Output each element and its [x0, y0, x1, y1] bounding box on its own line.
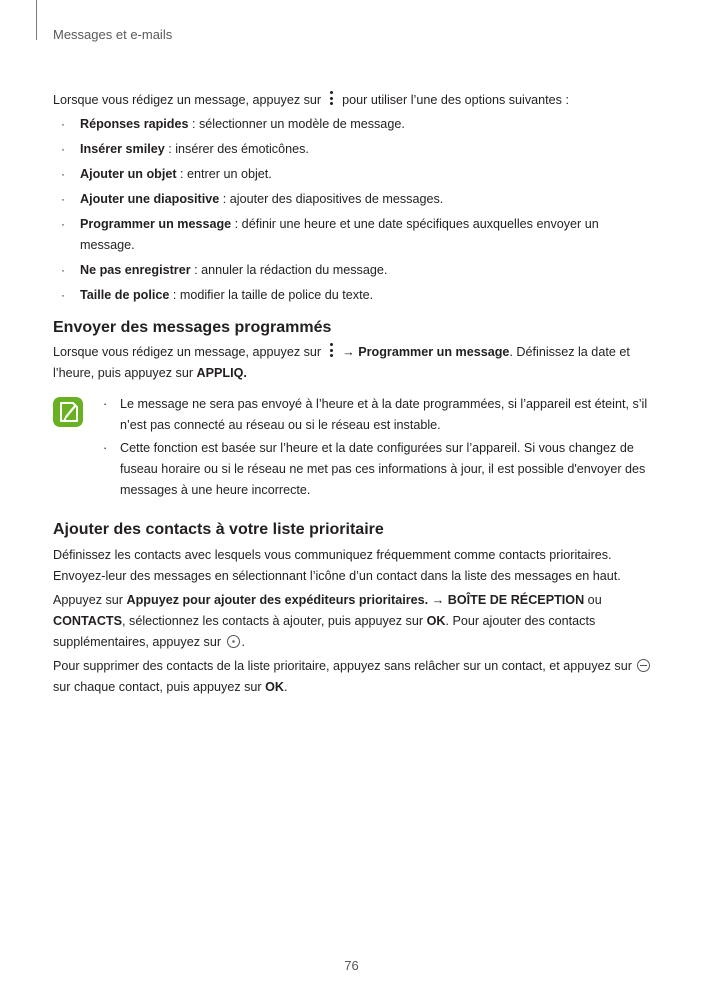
p2-text: Appuyez sur [53, 593, 127, 607]
arrow-text: → [338, 345, 359, 359]
bullet: · [61, 288, 65, 302]
ok-label: OK [265, 680, 285, 694]
priority-paragraph-1: Définissez les contacts avec lesquels vous communiquez fréquemment comme contacts prioritaires. Envoyez-leur des messages en sélectionnant l’icône d’un contact dans la liste des messages en haut. [53, 548, 621, 583]
note-box [53, 394, 653, 501]
priority-paragraph-3 [53, 656, 653, 698]
p3-text: Pour supprimer des contacts de la liste prioritaire, appuyez sans relâcher sur un contact, et appuyez sur [53, 659, 636, 673]
option-desc: : annuler la rédaction du message. [190, 263, 388, 277]
list-item [53, 139, 653, 160]
list-item [95, 438, 653, 501]
p3-text: sur chaque contact, puis appuyez sur [53, 680, 266, 694]
option-term: Taille de police [80, 288, 170, 302]
option-term: Ajouter une diapositive [80, 192, 220, 206]
section-header: Messages et e-mails [53, 27, 173, 42]
list-item [53, 189, 653, 210]
option-term: Réponses rapides [80, 117, 189, 131]
option-term: Insérer smiley [80, 142, 165, 156]
scheduled-text-a: Lorsque vous rédigez un message, appuyez sur [53, 345, 325, 359]
add-icon [227, 635, 240, 648]
bullet: · [61, 142, 65, 156]
p2-text: ou [584, 593, 602, 607]
intro-text-b: pour utiliser l’une des options suivantes : [338, 93, 569, 107]
note-text: Le message ne sera pas envoyé à l’heure et à la date programmées, si l’appareil est éteint, s’il n’est pas connecté au réseau ou si le réseau est instable. [120, 397, 648, 432]
list-item [53, 114, 653, 135]
list-item [95, 394, 653, 436]
option-desc: : définir une heure et une date spécifiques auxquelles envoyer un message. [80, 217, 599, 252]
p2-text: . [241, 635, 246, 649]
bullet: · [61, 192, 65, 206]
options-list [53, 114, 653, 306]
p3-text: . [284, 680, 288, 694]
p2-text: , sélectionnez les contacts à ajouter, puis appuyez sur [122, 614, 427, 628]
option-term: Programmer un message [80, 217, 232, 231]
header-rule [36, 0, 37, 40]
list-item [53, 260, 653, 281]
bullet: · [61, 167, 65, 181]
apply-label: APPLIQ. [196, 366, 247, 380]
option-term: Ne pas enregistrer [80, 263, 191, 277]
contacts-label: CONTACTS [53, 614, 123, 628]
bullet: · [61, 217, 65, 231]
p2-text: . Pour ajouter des contacts supplémentaires, appuyez sur [53, 614, 596, 649]
option-term: Ajouter un objet [80, 167, 177, 181]
list-item [53, 164, 653, 185]
inbox-label: BOÎTE DE RÉCEPTION [447, 593, 585, 607]
bullet: · [103, 441, 108, 455]
note-list [95, 394, 653, 501]
bullet: · [103, 397, 108, 411]
remove-icon [637, 659, 650, 672]
option-desc: : sélectionner un modèle de message. [188, 117, 405, 131]
note-text: Cette fonction est basée sur l’heure et la date configurées sur l’appareil. Si vous changez de fuseau horaire ou si le réseau ne met pas ces informations à jour, il est possible d'envoyer des messages à une heure incorrecte. [120, 441, 646, 497]
option-desc: : insérer des émoticônes. [164, 142, 309, 156]
arrow-text: → [428, 593, 448, 607]
p2-bold: Appuyez pour ajouter des expéditeurs prioritaires. [126, 593, 429, 607]
bullet: · [61, 263, 65, 277]
scheduled-heading: Envoyer des messages programmés [53, 319, 332, 336]
option-desc: : ajouter des diapositives de messages. [219, 192, 444, 206]
option-desc: : entrer un objet. [176, 167, 272, 181]
intro-text-a: Lorsque vous rédigez un message, appuyez sur [53, 93, 325, 107]
note-icon [53, 397, 83, 427]
ok-label: OK [426, 614, 446, 628]
more-options-icon [328, 342, 336, 359]
list-item [53, 285, 653, 306]
bullet: · [61, 117, 65, 131]
option-desc: : modifier la taille de police du texte. [169, 288, 374, 302]
list-item [53, 214, 653, 256]
page-number: 76 [344, 958, 359, 973]
page-content [53, 90, 653, 698]
scheduled-option-name: Programmer un message [358, 345, 510, 359]
scheduled-paragraph [53, 342, 653, 384]
more-options-icon [328, 90, 336, 107]
intro-paragraph [53, 90, 653, 111]
priority-heading: Ajouter des contacts à votre liste prioritaire [53, 521, 384, 538]
priority-paragraph-2 [53, 590, 653, 653]
scheduled-text-b: . Définissez la date et l’heure, puis appuyez sur [53, 345, 630, 380]
